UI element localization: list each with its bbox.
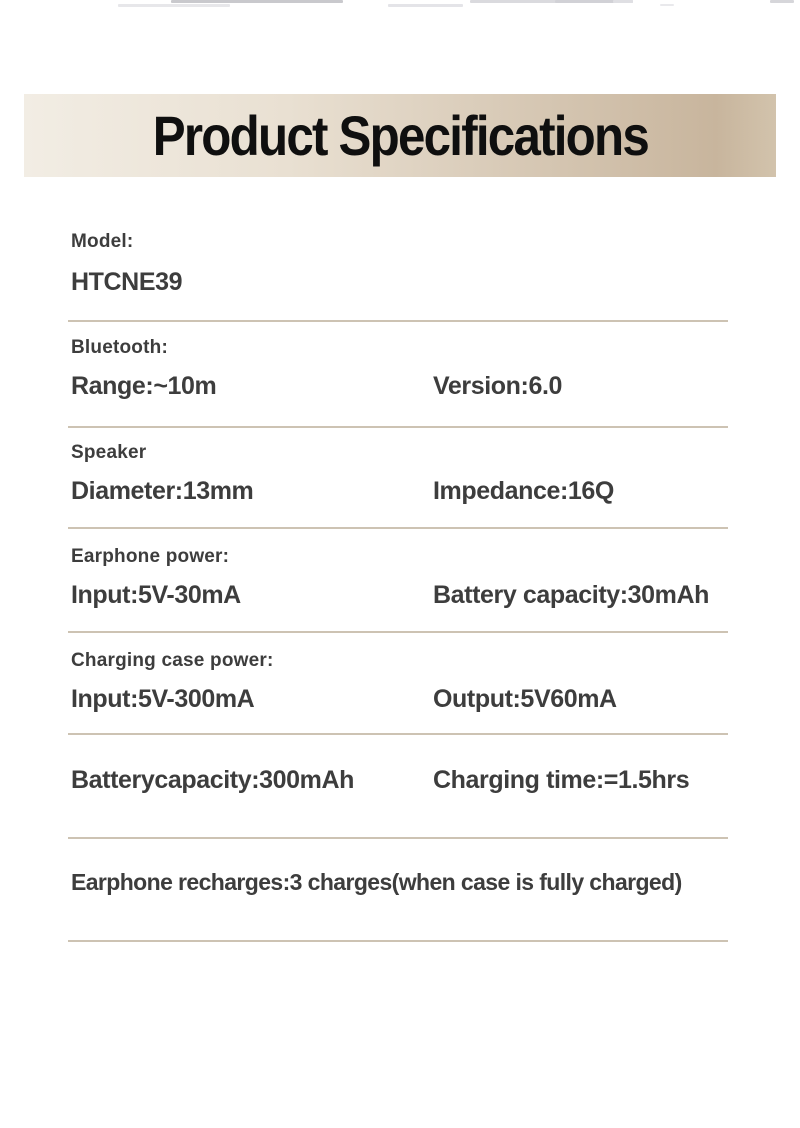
cropped-text-remnant [770,0,794,3]
spec-value-bluetooth-version: Version:6.0 [433,372,562,400]
spec-value-model: HTCNE39 [71,268,183,296]
page-title: Product Specifications [152,104,648,167]
cropped-text-remnant [388,4,463,7]
spec-value-charging-time: Charging time:=1.5hrs [433,766,690,794]
spec-label-bluetooth: Bluetooth: [71,337,168,358]
spec-value-bluetooth-range: Range:~10m [71,372,217,400]
section-divider [68,426,728,428]
section-divider [68,940,728,942]
cropped-text-remnant [613,0,633,3]
spec-value-speaker-diameter: Diameter:13mm [71,477,254,505]
spec-value-case-capacity: Batterycapacity:300mAh [71,766,354,794]
cropped-text-remnant [118,4,230,7]
spec-label-speaker: Speaker [71,442,147,463]
spec-value-case-output: Output:5V60mA [433,685,617,713]
section-divider [68,527,728,529]
specs-banner [24,94,776,177]
section-divider [68,733,728,735]
section-divider [68,837,728,839]
spec-value-earphone-input: Input:5V-30mA [71,581,241,609]
section-divider [68,320,728,322]
cropped-text-remnant [470,0,565,3]
cropped-text-remnant [171,0,343,3]
spec-label-earphone-power: Earphone power: [71,546,230,567]
section-divider [68,631,728,633]
spec-value-case-input: Input:5V-300mA [71,685,255,713]
cropped-text-remnant [660,4,674,6]
spec-value-recharges: Earphone recharges:3 charges(when case is fully charged) [71,869,682,895]
spec-label-model: Model: [71,231,134,252]
spec-value-earphone-battery: Battery capacity:30mAh [433,581,710,609]
spec-label-case-power: Charging case power: [71,650,274,671]
spec-value-speaker-impedance: Impedance:16Q [433,477,614,505]
